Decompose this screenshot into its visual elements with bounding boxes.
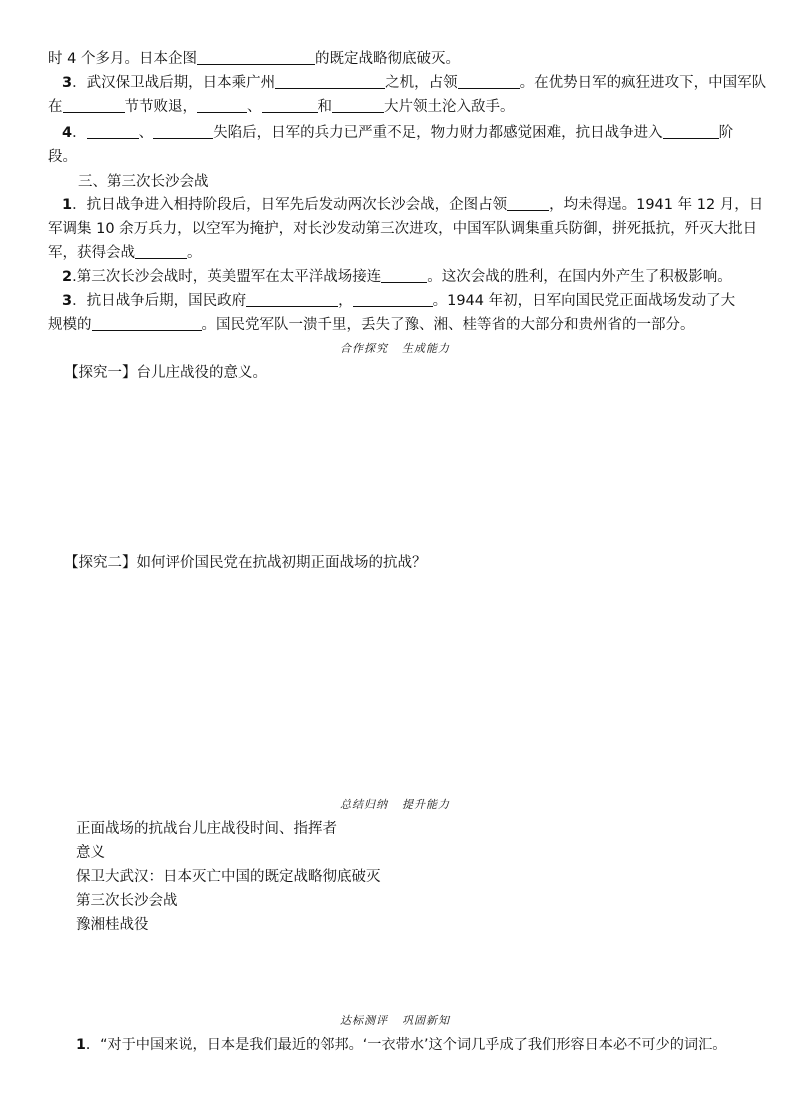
text-line: 时 4 个多月。日本企图 的既定战略彻底破灭。 [48,51,460,67]
fill-blank[interactable] [507,195,549,211]
fill-blank[interactable] [275,73,385,89]
question-4: 4． 、 失陷后，日军的兵力已严重不足，物力财力都感觉困难，抗日战争进入 阶 [62,125,734,141]
fill-blank[interactable] [332,97,384,113]
fill-blank[interactable] [353,291,433,307]
fill-blank[interactable] [262,97,318,113]
text-line: 规模的 。国民党军队一溃千里，丢失了豫、湘、桂等省的大部分和贵州省的一部分。 [48,317,695,333]
section-heading: 三、第三次长沙会战 [78,174,209,190]
summary-line: 保卫大武汉：日本灭亡中国的既定战略彻底破灭 [76,869,381,885]
fill-blank[interactable] [663,123,719,139]
fill-blank[interactable] [381,267,427,283]
fill-blank[interactable] [197,97,247,113]
text-line: 军调集 10 余万兵力，以空军为掩护，对长沙发动第三次进攻，中国军队调集重兵防御，拼死抵抗，歼灭大批日 [48,221,758,237]
text-line: 军，获得会战 。 [48,245,202,261]
text-line: 在 节节败退， 、 和 大片领土沦入敌手。 [48,99,515,115]
fill-blank[interactable] [458,73,520,89]
question-2: 2.第三次长沙会战时，英美盟军在太平洋战场接连 。这次会战的胜利，在国内外产生了积极影响。 [62,269,732,285]
question-3: 3．抗日战争后期，国民政府 ， 。1944 年初，日军向国民党正面战场发动了大 [62,293,736,309]
fill-blank[interactable] [87,123,139,139]
summary-line: 豫湘桂战役 [76,917,149,933]
explore-1: 【探究一】台儿庄战役的意义。 [64,365,267,381]
text-line: 段。 [48,149,77,165]
fill-blank[interactable] [246,291,338,307]
question-3: 3．武汉保卫战后期，日本乘广州 之机，占领 。在优势日军的疯狂进攻下，中国军队 [62,75,767,91]
question-1: 1．抗日战争进入相持阶段后，日军先后发动两次长沙会战，企图占领 ，均未得逞。1941 年 12 月，日 [62,197,764,213]
section-banner: 合作探究 生成能力 [340,342,450,355]
section-banner: 总结归纳 提升能力 [340,798,450,811]
fill-blank[interactable] [92,315,202,331]
fill-blank[interactable] [63,97,125,113]
fill-blank[interactable] [197,49,315,65]
fill-blank[interactable] [135,243,187,259]
summary-line: 正面战场的抗战台儿庄战役时间、指挥者 [76,821,337,837]
fill-blank[interactable] [153,123,213,139]
summary-line: 意义 [76,845,105,861]
test-question-1: 1．“对于中国来说，日本是我们最近的邻邦。‘一衣带水’这个词几乎成了我们形容日本必不可少的词汇。 [76,1037,727,1053]
summary-line: 第三次长沙会战 [76,893,178,909]
explore-2: 【探究二】如何评价国民党在抗战初期正面战场的抗战？ [64,555,427,571]
section-banner: 达标测评 巩固新知 [340,1014,450,1027]
